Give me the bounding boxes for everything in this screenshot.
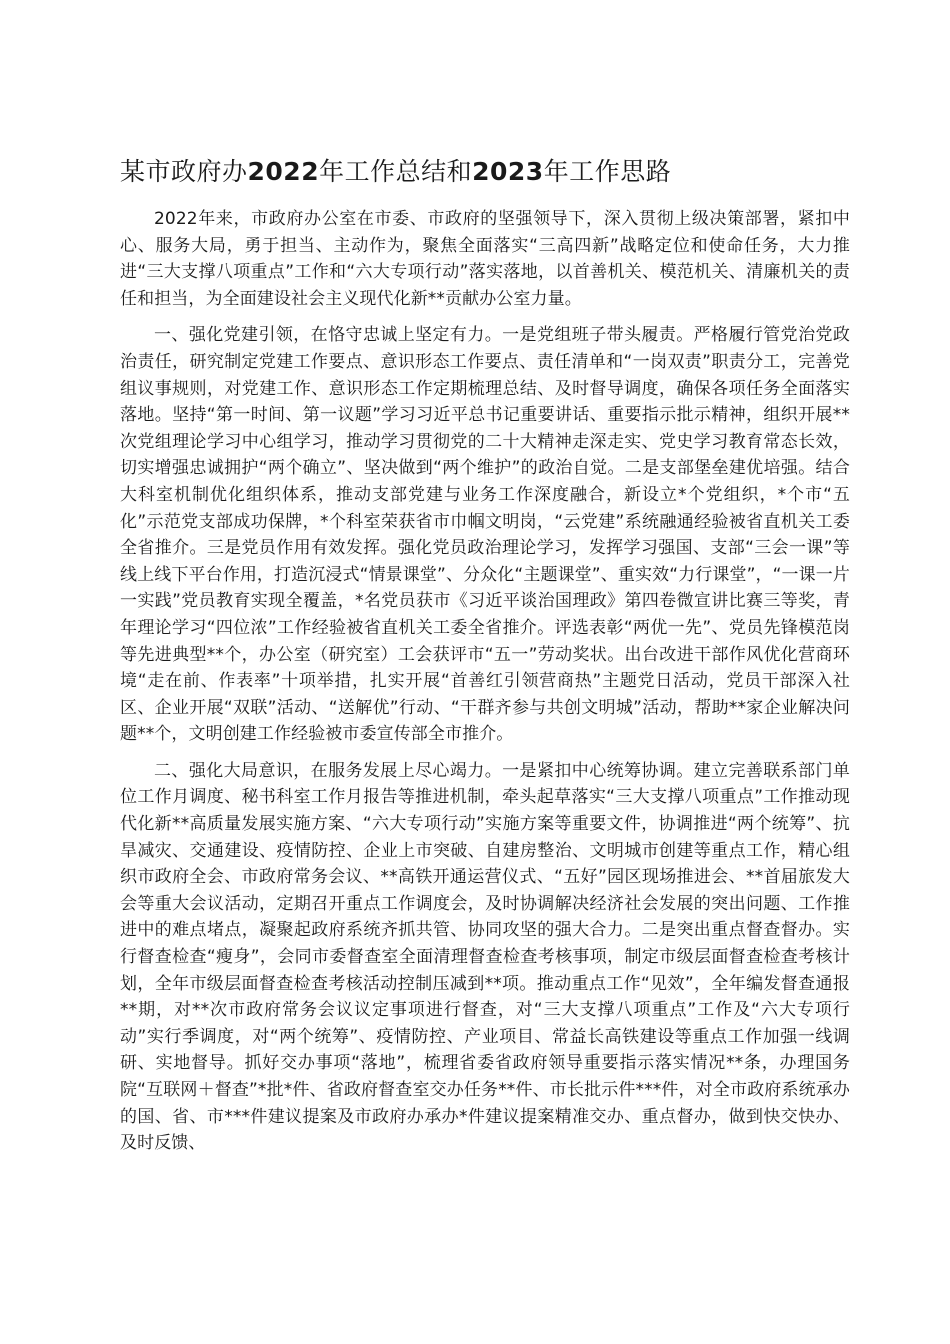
title-part-3: 年工作思路 xyxy=(543,157,672,186)
title-part-2: 年工作总结和 xyxy=(319,157,473,186)
title-year-2022: 2022 xyxy=(247,157,320,186)
section-1-paragraph: 一、强化党建引领，在恪守忠诚上坚定有力。一是党组班子带头履责。严格履行管党治党政治责任，研究制定党建工作要点、意识形态工作要点、责任清单和“一岗双责”职责分工，完善党组议事规则，对党建工作、意识形态工作定期梳理总结、及时督导调度，确保各项任务全面落实落地。坚持“第一时间、第一议题”学习习近平总书记重要讲话、重要指示批示精神，组织开展**次党组理论学习中心组学习，推动学习贯彻党的二十大精神走深走实、党史学习教育常态长效，切实增强忠诚拥护“两个确立”、坚决做到“两个维护”的政治自觉。二是支部堡垒建优培强。结合大科室机制优化组织体系，推动支部党建与业务工作深度融合，新设立*个党组织，*个市“五化”示范党支部成功保牌，*个科室荣获省市巾帼文明岗，“云党建”系统融通经验被省直机关工委全省推介。三是党员作用有效发挥。强化党员政治理论学习，发挥学习强国、支部“三会一课”等线上线下平台作用，打造沉浸式“情景课堂”、分众化“主题课堂”、重实效“力行课堂”，“一课一片一实践”党员教育实现全覆盖，*名党员获市《习近平谈治国理政》第四卷微宣讲比赛三等奖，青年理论学习“四位浓”工作经验被省直机关工委全省推介。评选表彰“两优一先”、党员先锋模范岗等先进典型**个，办公室（研究室）工会获评市“五一”劳动奖状。出台改进干部作风优化营商环境“走在前、作表率”十项举措，扎实开展“首善红引领营商热”主题党日活动，党员干部深入社区、企业开展“双联”活动、“送解优”行动、“干群齐参与共创文明城”活动，帮助**家企业解决问题**个，文明创建工作经验被市委宣传部全市推介。 xyxy=(120,325,850,745)
intro-paragraph: 2022年来，市政府办公室在市委、市政府的坚强领导下，深入贯彻上级决策部署，紧扣中心、服务大局，勇于担当、主动作为，聚焦全面落实“三高四新”战略定位和使命任务，大力推进“三大支撑八项重点”工作和“六大专项行动”落实落地，以首善机关、模范机关、清廉机关的责任和担当，为全面建设社会主义现代化新**贡献办公室力量。 xyxy=(120,209,850,309)
section-2-paragraph: 二、强化大局意识，在服务发展上尽心竭力。一是紧扣中心统筹协调。建立完善联系部门单位工作月调度、秘书科室工作月报告等推进机制，牵头起草落实“三大支撑八项重点”工作推动现代化新**高质量发展实施方案、“六大专项行动”实施方案等重要文件，协调推进“两个统筹”、抗旱减灾、交通建设、疫情防控、企业上市突破、自建房整治、文明城市创建等重点工作，精心组织市政府全会、市政府常务会议、**高铁开通运营仪式、“五好”园区现场推进会、**首届旅发大会等重大会议活动，定期召开重点工作调度会，及时协调解决经济社会发展的突出问题、工作推进中的难点堵点，凝聚起政府系统齐抓共管、协同攻坚的强大合力。二是突出重点督查督办。实行督查检查“瘦身”，会同市委督查室全面清理督查检查考核事项，制定市级层面督查检查考核计划，全年市级层面督查检查考核活动控制压减到**项。推动重点工作“见效”，全年编发督查通报**期，对**次市政府常务会议议定事项进行督查，对“三大支撑八项重点”工作及“六大专项行动”实行季调度，对“两个统筹”、疫情防控、产业项目、常益长高铁建设等重点工作加强一线调研、实地督导。抓好交办事项“落地”，梳理省委省政府领导重要指示落实情况**条，办理国务院“互联网＋督查”*批*件、省政府督查室交办任务**件、市长批示件***件，对全市政府系统承办的国、省、市***件建议提案及市政府办承办*件建议提案精准交办、重点督办，做到快交快办、及时反馈、 xyxy=(120,760,850,1154)
title-part-1: 某市政府办 xyxy=(120,157,248,186)
document-page xyxy=(120,152,850,1167)
title-year-2023: 2023 xyxy=(472,157,544,186)
document-title xyxy=(120,152,850,192)
